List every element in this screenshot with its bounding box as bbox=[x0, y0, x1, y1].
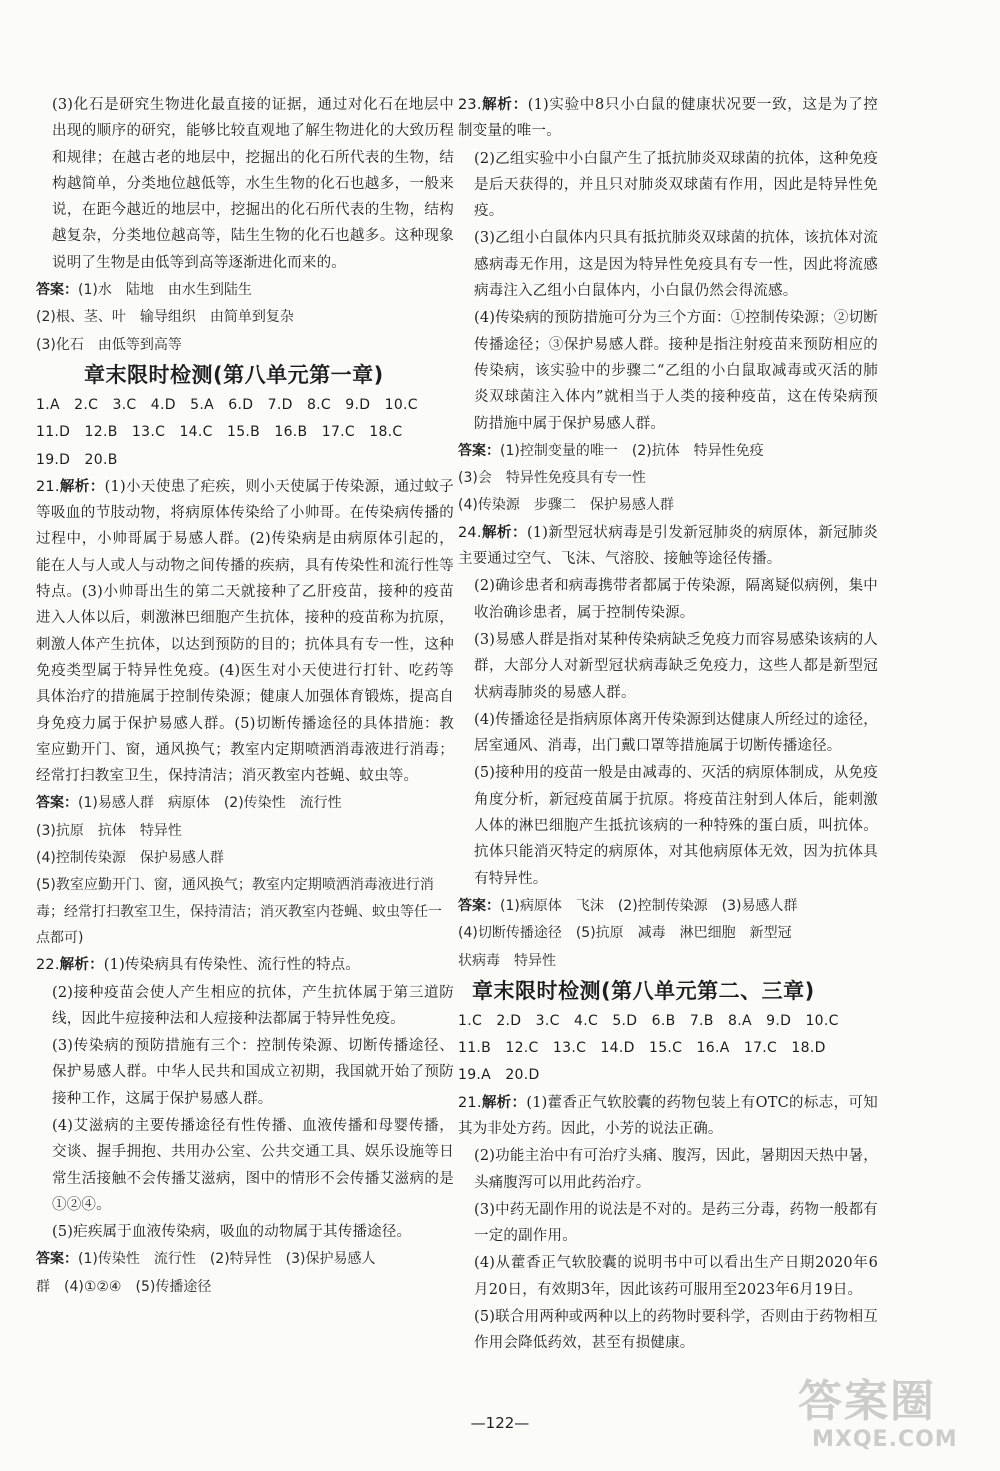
answer-line: 状病毒 特异性 bbox=[458, 952, 556, 969]
watermark-text: 答案圈 bbox=[798, 1376, 936, 1427]
answer-line: (3)化石 由低等到高等 bbox=[36, 336, 182, 353]
answer-line: (4)切断传播途径 (5)抗原 减毒 淋巴细胞 新型冠 bbox=[458, 925, 792, 942]
answer-text: (1)控制变量的唯一 (2)抗体 特异性免疫 bbox=[500, 442, 764, 459]
answer-line: (3)抗原 抗体 特异性 bbox=[36, 822, 182, 839]
answer-text: (1)易感人群 病原体 (2)传染性 流行性 bbox=[78, 795, 342, 812]
section-heading: 章末限时检测(第八单元第二、三章) bbox=[472, 978, 815, 1003]
question-number: 23. bbox=[458, 97, 482, 113]
question-24-analysis bbox=[458, 520, 878, 573]
mc-answers-line: 11.B 12.C 13.C 14.D 15.C 16.A 17.C 18.D bbox=[458, 1040, 826, 1057]
analysis-paragraph: (4)传播途径是指病原体离开传染源到达健康人所经过的途径，居室通风、消毒，出门戴口罩等措施属于切断传播途径。 bbox=[474, 711, 878, 755]
answer-label: 答案： bbox=[458, 442, 500, 459]
analysis-text: (1)实验中8只小白鼠的健康状况要一致，这是为了控制变量的唯一。 bbox=[458, 97, 878, 140]
analysis-label: 解析： bbox=[481, 524, 527, 541]
answer-text: (1)传染性 流行性 (2)特异性 (3)保护易感人 bbox=[78, 1251, 376, 1268]
left-column bbox=[36, 92, 454, 1301]
mc-answers-line: 11.D 12.B 13.C 14.C 15.B 16.B 17.C 18.C bbox=[36, 424, 403, 441]
analysis-paragraph: (4)从藿香正气软胶囊的说明书中可以看出生产日期2020年6月20日，有效期3年，因此该药可服用至2023年6月19日。 bbox=[474, 1255, 878, 1298]
analysis-text: (1)小天使患了疟疾，则小天使属于传染源，通过蚊子等吸血的节肢动物，将病原体传染给了小帅哥。在传染病传播的过程中，小帅哥属于易感人群。(2)传染病是由病原体引起的，能在人与人或人与动物之间传播的疾病，具有传染性和流行性等特点。(3)小帅哥出生的第二天就接种了乙肝疫苗，接种的疫苗进入人体以后，刺激淋巴细胞产生抗体，接种的疫苗称为抗原，刺激人体产生抗体，以达到预防的目的；抗体具有专一性，这种免疫类型属于特异性免疫。(4)医生对小天使进行打针、吃药等具体治疗的措施属于控制传染源；健康人加强体育锻炼，提高自身免疫力属于保护易感人群。(5)切断传播途径的具体措施：教室应勤开门、窗，通风换气；教室内定期喷洒消毒液进行消毒；经常打扫教室卫生，保持清洁；消灭教室内苍蝇、蚊虫等。 bbox=[36, 478, 454, 785]
answer-text: (1)病原体 飞沫 (2)控制传染源 (3)易感人群 bbox=[500, 897, 798, 914]
fossil-explanation: (3)化石是研究生物进化最直接的证据，通过对化石在地层中出现的顺序的研究，能够比较直观地了解生物进化的大致历程和规律；在越古老的地层中，挖掘出的化石所代表的生物，结构越简单，分类地位越低等，水生生物的化石也越多，一般来说，在距今越近的地层中，挖掘出的化石所代表的生物，结构越复杂，分类地位越高等，陆生生物的化石也越多。这种现象说明了生物是由低等到高等逐渐进化而来的。 bbox=[52, 97, 454, 271]
analysis-paragraph: (2)功能主治中有可治疗头痛、腹泻，因此，暑期因天热中暑，头痛腹泻可以用此药治疗。 bbox=[474, 1148, 878, 1191]
analysis-paragraph: (2)确诊患者和病毒携带者都属于传染源，隔离疑似病例，集中收治确诊患者，属于控制传染源。 bbox=[474, 578, 878, 621]
answer-label: 答案： bbox=[36, 282, 78, 299]
analysis-text: (1)新型冠状病毒是引发新冠肺炎的病原体，新冠肺炎主要通过空气、飞沫、气溶胶、接触等途径传播。 bbox=[458, 524, 878, 568]
answer-block bbox=[458, 438, 878, 464]
question-number: 21. bbox=[36, 478, 60, 495]
mc-answers-line: 1.A 2.C 3.C 4.D 5.A 6.D 7.D 8.C 9.D 10.C bbox=[36, 396, 418, 413]
answer-line: (3)会 特异性免疫具有专一性 bbox=[458, 470, 646, 487]
section-heading: 章末限时检测(第八单元第一章) bbox=[84, 362, 384, 387]
answer-line: (4)传染源 步骤二 保护易感人群 bbox=[458, 497, 674, 514]
answer-label: 答案： bbox=[36, 1251, 78, 1268]
right-column bbox=[458, 92, 878, 1358]
question-22-analysis bbox=[36, 952, 454, 978]
mc-answers-line: 1.C 2.D 3.C 4.C 5.D 6.B 7.B 8.A 9.D 10.C bbox=[458, 1012, 839, 1029]
page-number: —122— bbox=[470, 1414, 530, 1432]
analysis-paragraph: (4)艾滋病的主要传播途径有性传播、血液传播和母婴传播，交谈、握手拥抱、共用办公室、公共交通工具、娱乐设施等日常生活接触不会传播艾滋病，图中的情形不会传播艾滋病的是①②④。 bbox=[52, 1117, 454, 1213]
analysis-paragraph: (5)疟疾属于血液传染病，吸血的动物属于其传播途径。 bbox=[52, 1224, 412, 1241]
mc-answers-line: 19.D 20.B bbox=[36, 451, 118, 468]
analysis-paragraph: (3)易感人群是指对某种传染病缺乏免疫力而容易感染该病的人群，大部分人对新型冠状病毒缺乏免疫力，这些人都是新型冠状病毒肺炎的易感人群。 bbox=[474, 631, 878, 701]
answer-block bbox=[36, 790, 454, 816]
analysis-label: 解析： bbox=[59, 957, 104, 974]
answer-line: 群 (4)①②④ (5)传播途径 bbox=[36, 1278, 212, 1295]
answer-line: (5)教室应勤开门、窗，通风换气；教室内定期喷洒消毒液进行消毒；经常打扫教室卫生，保持清洁；消灭教室内苍蝇、蚊虫等任一点都可) bbox=[36, 877, 442, 946]
question-21b-analysis bbox=[458, 1090, 878, 1143]
answer-line: (4)控制传染源 保护易感人群 bbox=[36, 850, 224, 867]
answer-line: (2)根、茎、叶 输导组织 由简单到复杂 bbox=[36, 309, 294, 326]
watermark-url: MXQE.COM bbox=[812, 1427, 958, 1452]
analysis-label: 解析： bbox=[481, 97, 528, 113]
analysis-label: 解析： bbox=[59, 478, 105, 495]
answer-text: (1)水 陆地 由水生到陆生 bbox=[78, 282, 252, 299]
analysis-paragraph: (3)传染病的预防措施有三个：控制传染源、切断传播途径、保护易感人群。中华人民共和国成立初期，我国就开始了预防接种工作，这属于保护易感人群。 bbox=[52, 1038, 454, 1107]
answer-block bbox=[36, 277, 454, 303]
question-23-analysis bbox=[458, 92, 878, 145]
answer-block bbox=[458, 893, 878, 919]
answer-label: 答案： bbox=[36, 795, 78, 812]
answer-label: 答案： bbox=[458, 897, 500, 914]
analysis-paragraph: (3)中药无副作用的说法是不对的。是药三分毒，药物一般都有一定的副作用。 bbox=[474, 1201, 878, 1245]
question-number: 24. bbox=[458, 524, 482, 541]
question-number: 21. bbox=[458, 1094, 482, 1111]
analysis-label: 解析： bbox=[481, 1094, 527, 1111]
analysis-paragraph: (4)传染病的预防措施可分为三个方面：①控制传染源；②切断传播途径；③保护易感人群。接种是指注射疫苗来预防相应的传染病，该实验中的步骤二“乙组的小白鼠取减毒或灭活的肺炎双球菌注入体内”就相当于人类的接种疫苗，这在传染病预防措施中属于保护易感人群。 bbox=[474, 310, 878, 432]
analysis-paragraph: (5)联合用两种或两种以上的药物时要科学，否则由于药物相互作用会降低药效，甚至有损健康。 bbox=[474, 1309, 878, 1352]
watermark-logo bbox=[798, 1378, 998, 1468]
analysis-paragraph: (5)接种用的疫苗一般是由减毒的、灭活的病原体制成，从免疫角度分析，新冠疫苗属于抗原。将疫苗注射到人体后，能刺激人体的淋巴细胞产生抵抗该病的一种特殊的蛋白质，叫抗体。抗体只能消灭特定的病原体，对其他病原体无效，因为抗体具有特异性。 bbox=[474, 765, 878, 887]
analysis-text: (1)藿香正气软胶囊的药物包装上有OTC的标志，可知其为非处方药。因此，小芳的说法正确。 bbox=[458, 1094, 878, 1137]
analysis-paragraph: (2)乙组实验中小白鼠产生了抵抗肺炎双球菌的抗体，这种免疫是后天获得的，并且只对肺炎双球菌有作用，因此是特异性免疫。 bbox=[474, 150, 878, 220]
question-number: 22. bbox=[36, 957, 60, 974]
analysis-text: (1)传染病具有传染性、流行性的特点。 bbox=[103, 957, 361, 974]
mc-answers-line: 19.A 20.D bbox=[458, 1067, 540, 1084]
analysis-paragraph: (2)接种疫苗会使人产生相应的抗体，产生抗体属于第三道防线，因此牛痘接种法和人痘接种法都属于特异性免疫。 bbox=[52, 984, 454, 1027]
question-21-analysis bbox=[36, 474, 454, 790]
analysis-paragraph: (3)乙组小白鼠体内只具有抵抗肺炎双球菌的抗体，该抗体对流感病毒无作用，这是因为特异性免疫具有专一性，因此将流感病毒注入乙组小白鼠体内，小白鼠仍然会得流感。 bbox=[474, 230, 878, 300]
answer-block bbox=[36, 1246, 454, 1272]
